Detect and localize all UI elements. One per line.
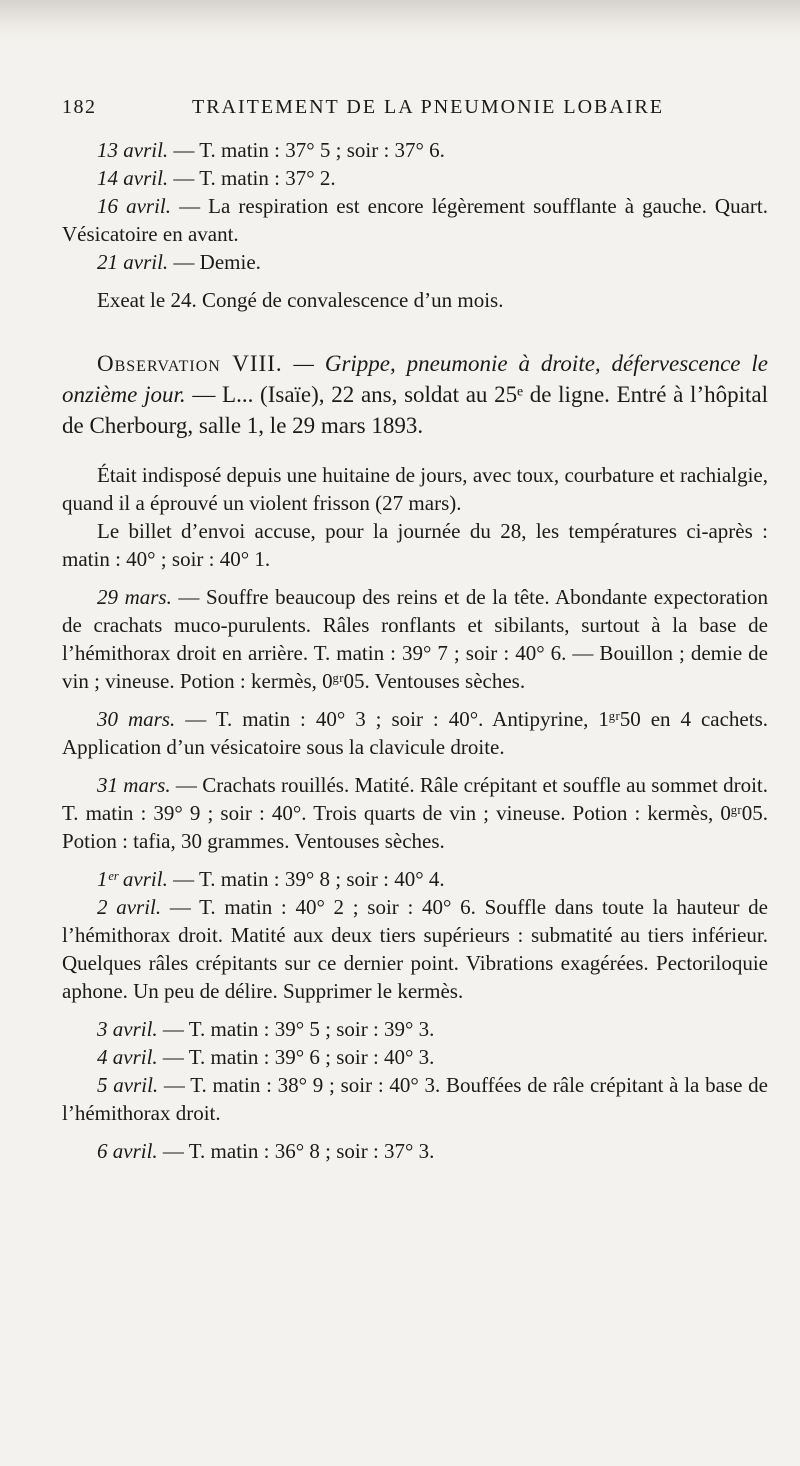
entry-apr-5 [62, 1071, 768, 1127]
paragraph-history: Était indisposé depuis une huitaine de jours, avec toux, courbature et rachialgie, quand il a éprouvé un violent frisson (27 mars). [62, 463, 768, 515]
entry-text: — T. matin : 36° 8 ; soir : 37° 3. [157, 1139, 435, 1163]
entry-text: — Crachats rouillés. Matité. Râle crépitant et souffle au sommet droit. T. matin : 39° 9 ; soir : 40°. Trois quarts de vin ; vineuse. Potion : kermès, 0ᵍʳ05. Potion : tafia, 30 grammes. Ventouses sèches. [62, 773, 768, 853]
entry-apr-2 [62, 893, 768, 1005]
entry-date: 14 avril. [97, 166, 169, 190]
entry-text: — La respiration est encore légèrement soufflante à gauche. Quart. Vésicatoire en avant. [62, 194, 768, 246]
entry-date: 21 avril. [97, 250, 169, 274]
document-page [62, 96, 768, 1165]
entry-mar-31 [62, 771, 768, 855]
observation-label: Observation VIII. [97, 351, 283, 376]
entry-date: 3 avril. [97, 1017, 158, 1041]
entry-text: — T. matin : 39° 5 ; soir : 39° 3. [157, 1017, 435, 1041]
observation-title: — Grippe, pneumonie à droite, défervescence le onzième jour. [62, 351, 768, 407]
page-header [62, 96, 768, 136]
entry-text: — T. matin : 39° 8 ; soir : 40° 4. [167, 867, 445, 891]
entry-apr-4 [62, 1043, 768, 1071]
entry-text: — T. matin : 37° 2. [168, 166, 336, 190]
entry-date: 13 avril. [97, 138, 169, 162]
entry-text: — T. matin : 37° 5 ; soir : 37° 6. [168, 138, 445, 162]
entry-date: 1ᵉʳ avril. [97, 867, 168, 891]
entry-date: 29 mars. [97, 585, 172, 609]
entry-apr-13 [62, 136, 768, 164]
entry-apr-1 [62, 865, 768, 893]
entry-text: — T. matin : 39° 6 ; soir : 40° 3. [157, 1045, 435, 1069]
entry-text: — T. matin : 40° 2 ; soir : 40° 6. Souffle dans toute la hauteur de l’hémithorax droit. Matité aux deux tiers supérieurs : submatité au tiers inférieur. Quelques râles crépitants sur ce dernier point. Vibrations exagérées. Pectoriloquie aphone. Un peu de délire. Supprimer le kermès. [62, 895, 768, 1003]
entry-date: 2 avril. [97, 895, 162, 919]
entry-date: 5 avril. [97, 1073, 159, 1097]
entry-text: — Demie. [168, 250, 261, 274]
entry-apr-14 [62, 164, 768, 192]
entry-apr-21 [62, 248, 768, 276]
entry-date: 16 avril. [97, 194, 171, 218]
entry-apr-3 [62, 1015, 768, 1043]
entry-mar-30 [62, 705, 768, 761]
entry-date: 6 avril. [97, 1139, 158, 1163]
entry-date: 30 mars. [97, 707, 176, 731]
page-number: 182 [62, 96, 97, 118]
entry-apr-16 [62, 192, 768, 248]
paragraph-billet: Le billet d’envoi accuse, pour la journée du 28, les températures ci-après : matin : 40° ; soir : 40° 1. [62, 519, 768, 571]
exeat-line: Exeat le 24. Congé de convalescence d’un mois. [97, 288, 504, 312]
entry-text: — T. matin : 38° 9 ; soir : 40° 3. Bouffées de râle crépitant à la base de l’hémithorax droit. [62, 1073, 768, 1125]
entry-apr-6 [62, 1137, 768, 1165]
observation-heading [62, 348, 768, 441]
entry-text: — Souffre beaucoup des reins et de la tête. Abondante expectoration de crachats muco-purulents. Râles ronflants et sibilants, surtout à la base de l’hémithorax droit en arrière. T. matin : 39° 7 ; soir : 40° 6. — Bouillon ; demie de vin ; vineuse. Potion : kermès, 0ᵍʳ05. Ventouses sèches. [62, 585, 768, 693]
entry-date: 4 avril. [97, 1045, 158, 1069]
running-title: TRAITEMENT DE LA PNEUMONIE LOBAIRE [192, 96, 665, 118]
observation-text: — L... (Isaïe), 22 ans, soldat au 25ᵉ de ligne. Entré à l’hôpital de Cherbourg, salle 1, le 29 mars 1893. [62, 382, 768, 438]
entry-mar-29 [62, 583, 768, 695]
page-top-shadow [0, 0, 800, 40]
entry-text: — T. matin : 40° 3 ; soir : 40°. Antipyrine, 1ᵍʳ50 en 4 cachets. Application d’un vésicatoire sous la clavicule droite. [62, 707, 769, 759]
entry-date: 31 mars. [97, 773, 171, 797]
